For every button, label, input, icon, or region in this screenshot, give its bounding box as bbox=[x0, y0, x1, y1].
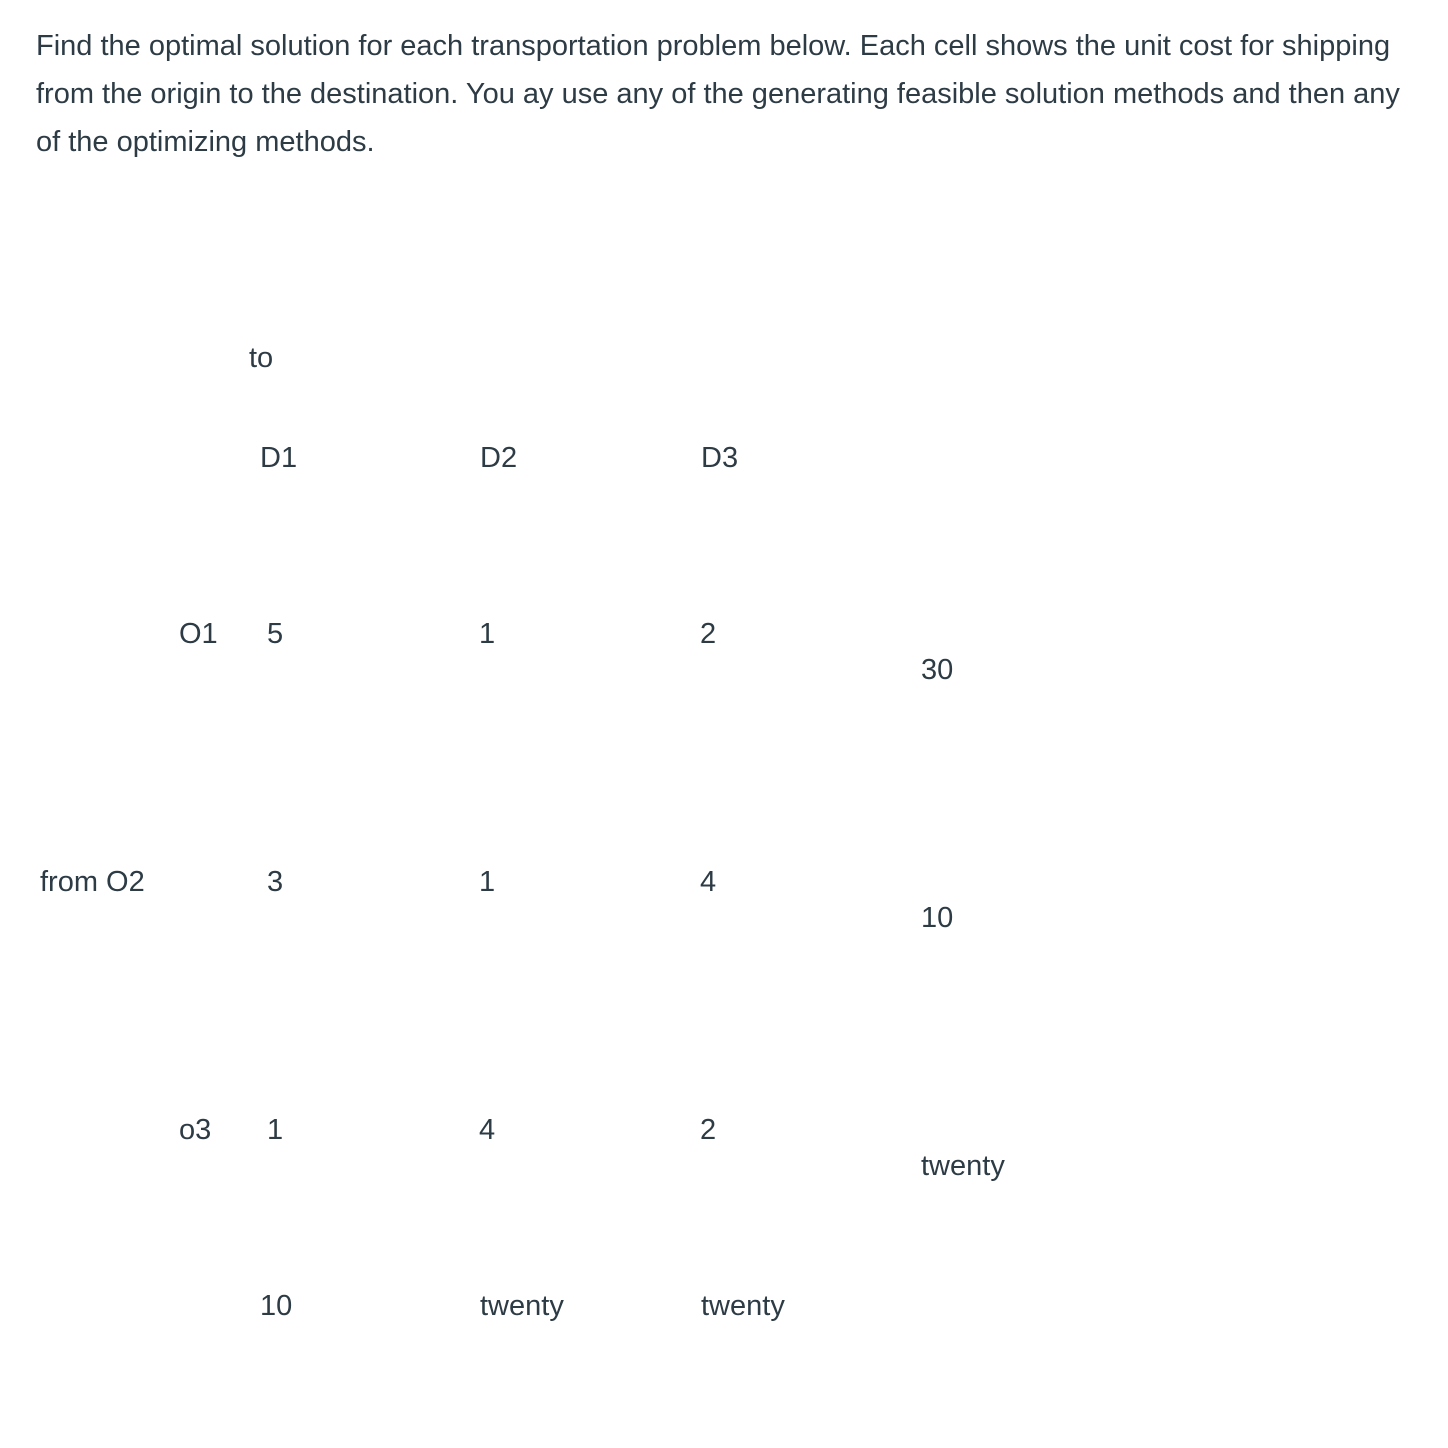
origin-o2-label: from O2 bbox=[40, 866, 145, 898]
cost-o1-d2: 1 bbox=[479, 618, 496, 650]
destination-d3-header: D3 bbox=[701, 442, 739, 474]
cost-o3-d2: 4 bbox=[479, 1114, 496, 1146]
cost-o2-d3: 4 bbox=[700, 866, 717, 898]
supply-o3: twenty bbox=[921, 1150, 1005, 1182]
cost-o3-d1: 1 bbox=[267, 1114, 284, 1146]
supply-o1: 30 bbox=[921, 654, 954, 686]
demand-d3: twenty bbox=[701, 1290, 785, 1322]
destination-d1-header: D1 bbox=[260, 442, 298, 474]
cost-o3-d3: 2 bbox=[700, 1114, 717, 1146]
origin-o3-label: o3 bbox=[179, 1114, 212, 1146]
demand-d2: twenty bbox=[480, 1290, 564, 1322]
question-text: Find the optimal solution for each transportation problem below. Each cell shows the unit cost for shipping from the origin to the destination. You ay use any of the generating feasible solution methods and then any of the optimizing methods. bbox=[36, 30, 1400, 158]
demand-d1: 10 bbox=[260, 1290, 293, 1322]
cost-o1-d1: 5 bbox=[267, 618, 284, 650]
origin-o1-label: O1 bbox=[179, 618, 218, 650]
cost-o2-d2: 1 bbox=[479, 866, 496, 898]
to-label: to bbox=[249, 342, 274, 374]
cost-o1-d3: 2 bbox=[700, 618, 717, 650]
destination-d2-header: D2 bbox=[480, 442, 518, 474]
cost-o2-d1: 3 bbox=[267, 866, 284, 898]
supply-o2: 10 bbox=[921, 902, 954, 934]
